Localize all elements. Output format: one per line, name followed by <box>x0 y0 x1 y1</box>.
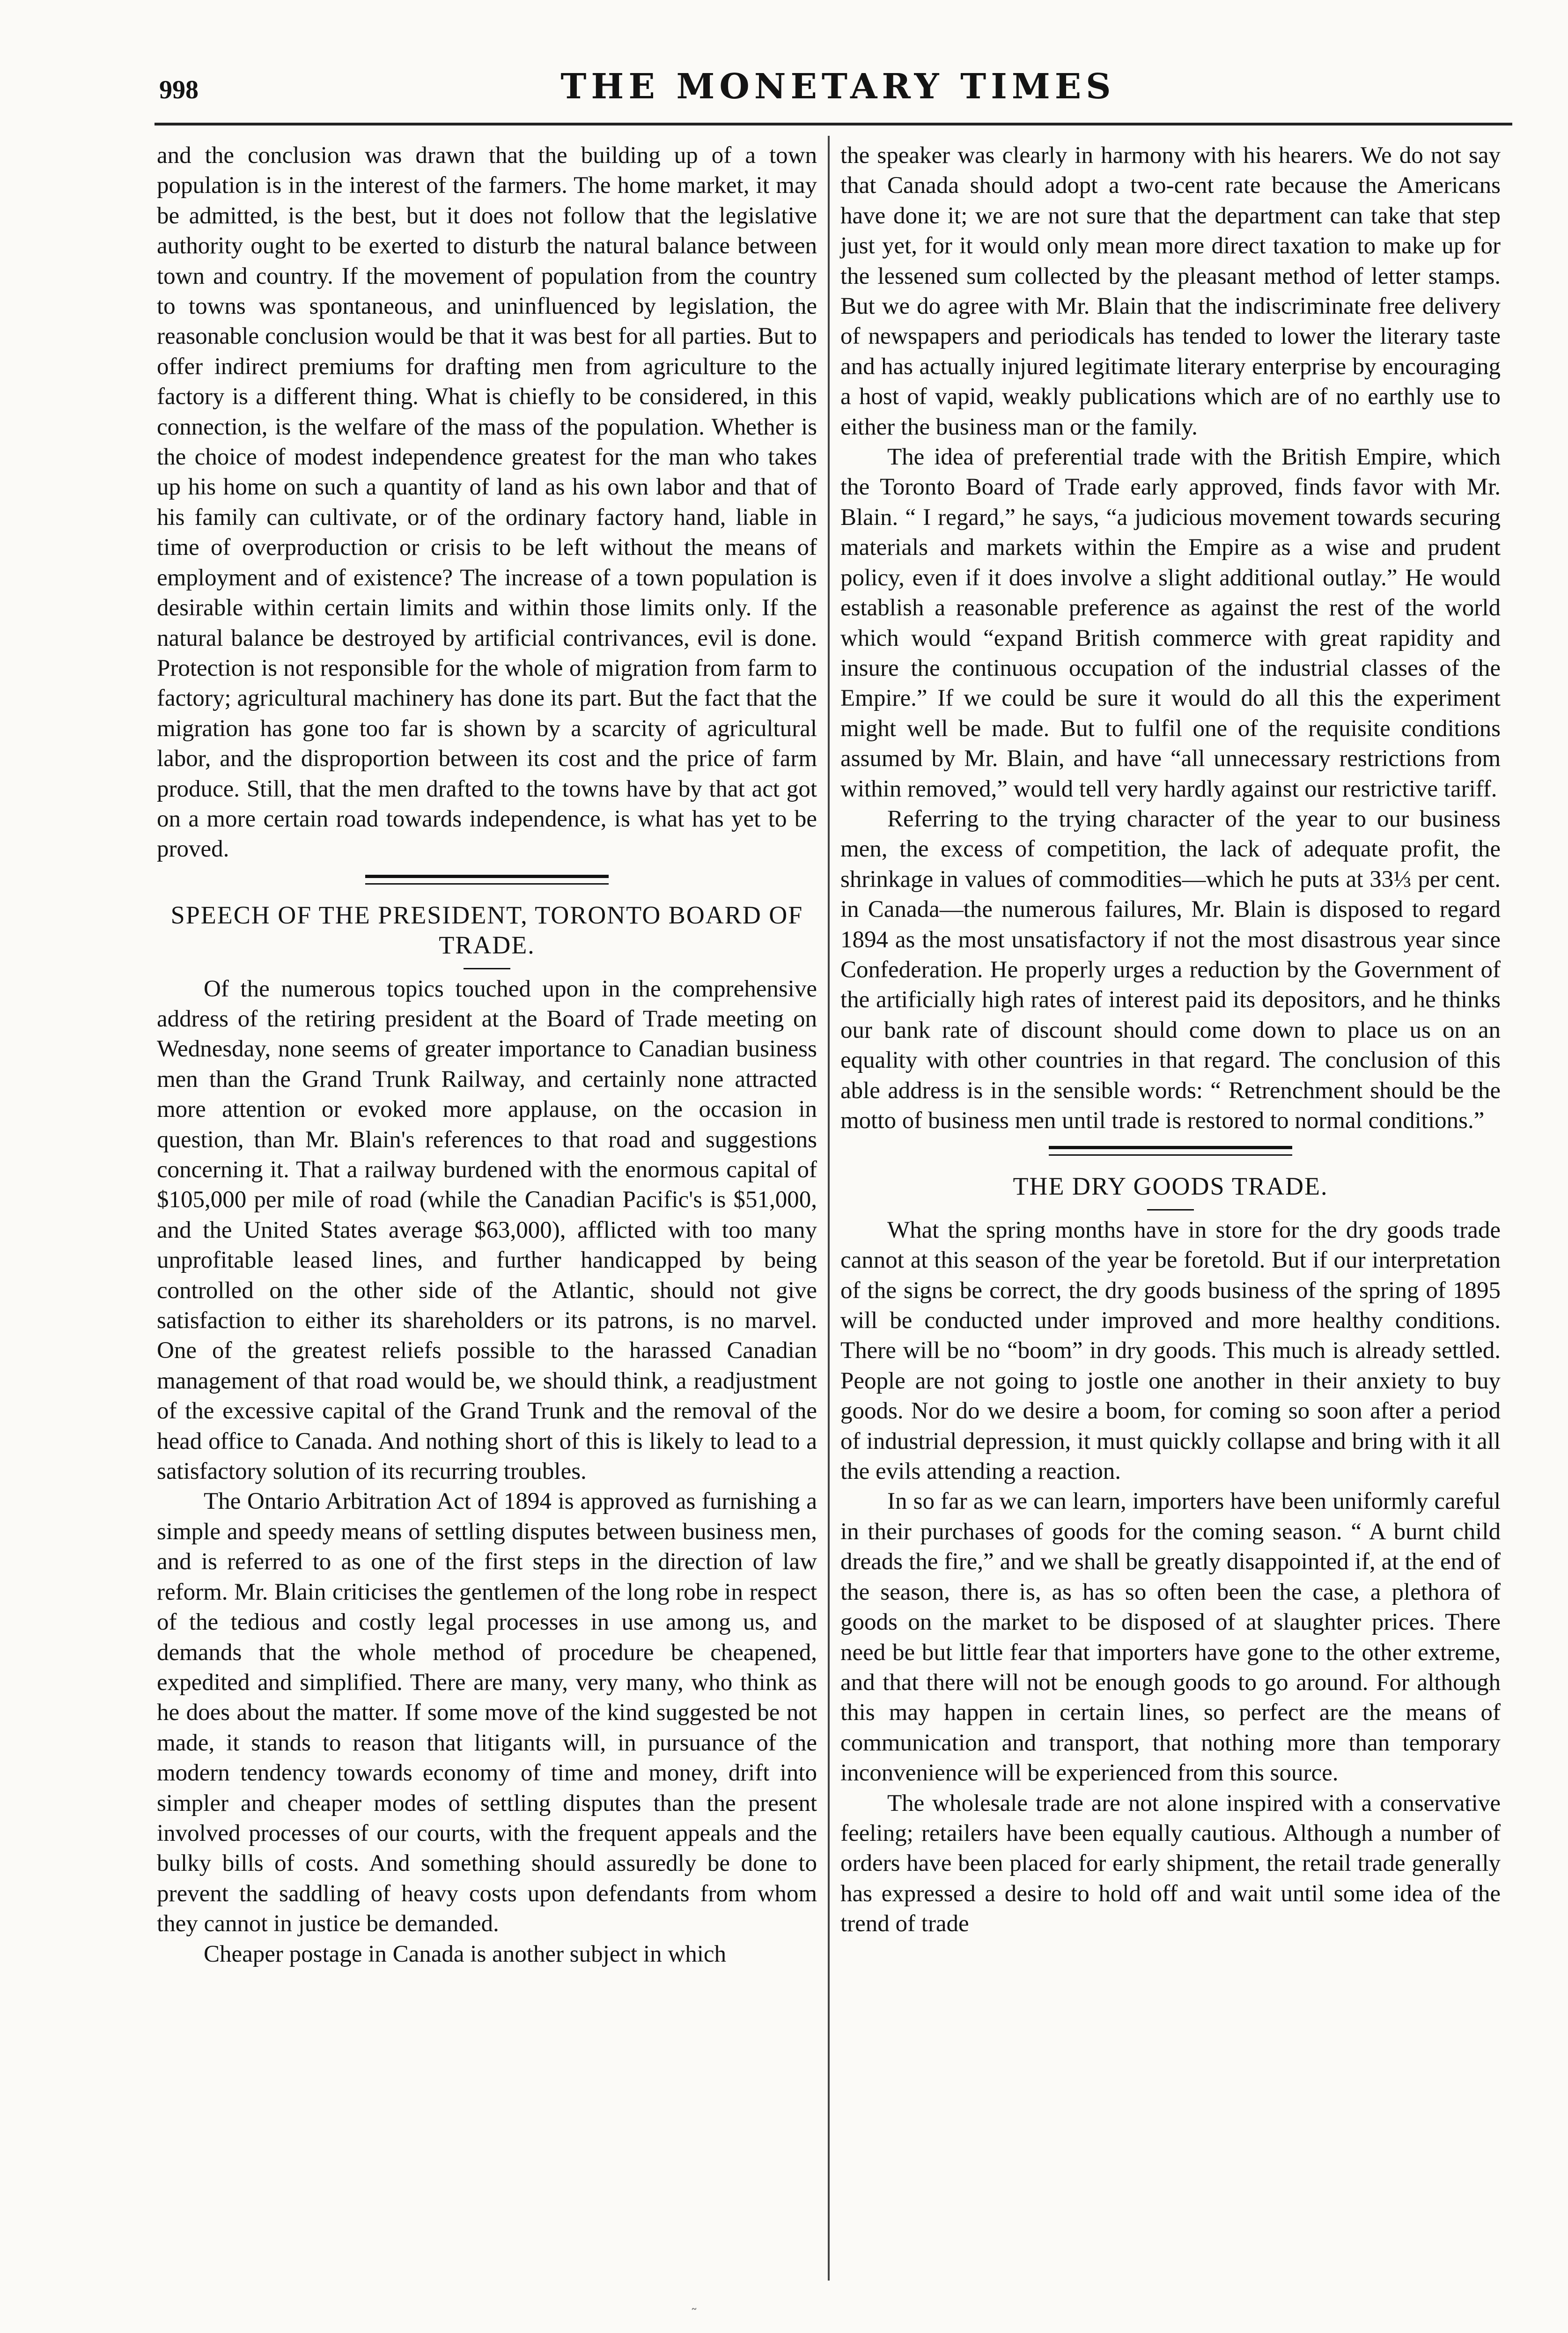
section-heading-dry-goods: THE DRY GOODS TRADE. <box>1013 1172 1328 1201</box>
article-paragraph: Cheaper postage in Canada is another subject in which <box>204 1941 726 1967</box>
divider-thick-rule <box>1049 1146 1292 1149</box>
article-paragraph: What the spring months have in store for the dry goods trade cannot at this season of the year be foretold. But if our interpretation of the signs be correct, the dry goods business of the spring of 1895 will be conducted under improved and more healthy conditions. There will be no “boom” in dry goods. This much is already settled. People are not going to jostle one another in their anxiety to buy goods. Nor do we desire a boom, for coming so soon after a period of industrial depression, it must quickly collapse and bring with it all the evils attending a reaction. <box>840 1217 1501 1485</box>
article-paragraph: In so far as we can learn, importers have been uniformly careful in their purchases of goods for the coming season. “ A burnt child dreads the fire,” and we shall be greatly disappointed if, at the end of the season, there is, as has so often been the case, a plethora of goods on the market to be disposed of at slaughter prices. There need be but little fear that importers have gone to the other extreme, and that there will not be enough goods to go around. For although this may happen in certain lines, so perfect are the means of communication and transport, that nothing more than temporary inconvenience will be experienced from this source. <box>840 1488 1501 1787</box>
column-divider <box>828 136 830 2281</box>
article-paragraph: Referring to the trying character of the year to our business men, the excess of competition, the lack of adequate profit, the shrinkage in values of commodities—which he puts at 33⅓ per cent. in Canada—the numerous failures, Mr. Blain is disposed to regard 1894 as the most unsatisfactory if not the most disastrous year since Confederation. He properly urges a reduction by the Government of the artificially high rates of interest paid its depositors, and he thinks our bank rate of discount should come down to place us on an equality with other countries in that regard. The conclusion of this able address is in the sensible words: “ Retrenchment should be the motto of business men until trade is restored to normal conditions.” <box>840 805 1501 1134</box>
article-paragraph: the speaker was clearly in harmony with his hearers. We do not say that Canada should adopt a two-cent rate because the Americans have done it; we are not sure that the department can take that step just yet, for it would only mean more direct taxation to make up for the lessened sum collected by the pleasant method of letter stamps. But we do agree with Mr. Blain that the indiscriminate free delivery of newspapers and periodicals has tended to lower the literary taste and has actually injured legitimate literary enterprise by encouraging a host of vapid, weakly publications which are of no earthly use to either the business man or the family. <box>840 142 1501 440</box>
article-paragraph: The Ontario Arbitration Act of 1894 is approved as furnishing a simple and speedy means of settling disputes between business men, and is referred to as one of the first steps in the direction of law reform. Mr. Blain criticises the gentlemen of the long robe in respect of the tedious and costly legal processes in use among us, and demands that the whole method of procedure be cheapened, expedited and simplified. There are many, very many, who think as he does about the matter. If some move of the kind suggested be not made, it stands to reason that litigants will, in pursuance of the modern tendency towards economy of time and money, drift into simpler and cheaper modes of settling disputes than the present involved processes of our courts, with the frequent appeals and the bulky bills of costs. And something should assuredly be done to prevent the saddling of heavy costs upon defendants from whom they cannot in justice be demanded. <box>157 1488 817 1937</box>
section-divider <box>840 1136 1501 1171</box>
divider-thin-rule <box>365 883 609 885</box>
footer-printer-mark: ˜ <box>691 2306 698 2323</box>
right-column <box>840 140 1501 1939</box>
article-paragraph: The wholesale trade are not alone inspired with a conservative feeling; retailers have been equally cautious. Although a number of orders have been placed for early shipment, the retail trade generally has expressed a desire to hold off and wait until some idea of the trend of trade <box>840 1790 1501 1937</box>
header-rule <box>155 123 1512 126</box>
section-heading-speech: SPEECH OF THE PRESIDENT, TORONTO BOARD OF TRADE. <box>170 901 803 960</box>
section-divider <box>157 864 817 900</box>
masthead-title: THE MONETARY TIMES <box>560 66 1116 107</box>
divider-thin-rule <box>1049 1154 1292 1156</box>
page-number: 998 <box>159 75 199 104</box>
divider-thick-rule <box>365 875 609 878</box>
heading-underline <box>1147 1209 1194 1211</box>
article-paragraph: Of the numerous topics touched upon in the comprehensive address of the retiring president at the Board of Trade meeting on Wednesday, none seems of greater importance to Canadian business men than the Grand Trunk Railway, and certainly none attracted more attention or evoked more applause, on the occasion in question, than Mr. Blain's references to that road and suggestions concerning it. That a railway burdened with the enormous capital of $105,000 per mile of road (while the Canadian Pacific's is $51,000, and the United States average $63,000), afflicted with too many unprofitable leased lines, and further handicapped by being controlled on the other side of the Atlantic, should not give satisfaction to either its shareholders or its patrons, is no marvel. One of the greatest reliefs possible to the harassed Canadian management of that road would be, we should think, a readjustment of the excessive capital of the Grand Trunk and the removal of the head office to Canada. And nothing short of this is likely to lead to a satisfactory solution of its recurring troubles. <box>157 975 817 1485</box>
page-header <box>159 66 1517 118</box>
heading-underline <box>464 968 510 969</box>
article-paragraph: The idea of preferential trade with the British Empire, which the Toronto Board of Trade early approved, finds favor with Mr. Blain. “ I regard,” he says, “a judicious movement towards securing materials and markets within the Empire as a wise and prudent policy, even if it does involve a slight additional outlay.” He would establish a reasonable preference as against the rest of the world which would “expand British commerce with great rapidity and insure the continuous occupation of the industrial classes of the Empire.” If we could be sure it would do all this the experiment might well be made. But to fulfil one of the requisite conditions assumed by Mr. Blain, and have “all unnecessary restrictions from within removed,” would tell very hardly against our restrictive tariff. <box>840 444 1501 802</box>
article-paragraph: and the conclusion was drawn that the building up of a town population is in the interest of the farmers. The home market, it may be admitted, is the best, but it does not follow that the legislative authority ought to be exerted to disturb the natural balance between town and country. If the movement of population from the country to towns was spontaneous, and uninfluenced by legislation, the reasonable conclusion would be that it was best for all parties. But to offer indirect premiums for drafting men from agriculture to the factory is a different thing. What is chiefly to be considered, in this connection, is the welfare of the mass of the population. Whether is the choice of modest independence greatest for the man who takes up his home on such a quantity of land as his own labor and that of his family can cultivate, or of the ordinary factory hand, liable in time of overproduction or crisis to be left without the means of employment and of existence? The increase of a town population is desirable within certain limits and within those limits only. If the natural balance be destroyed by artificial contrivances, evil is done. Protection is not responsible for the whole of migration from farm to factory; agricultural machinery has done its part. But the fact that the migration has gone too far is shown by a scarcity of agricultural labor, and the disproportion between its cost and the price of farm produce. Still, that the men drafted to the towns have by that act got on a more certain road towards independence, is what has yet to be proved. <box>157 142 817 863</box>
left-column <box>157 140 817 1969</box>
